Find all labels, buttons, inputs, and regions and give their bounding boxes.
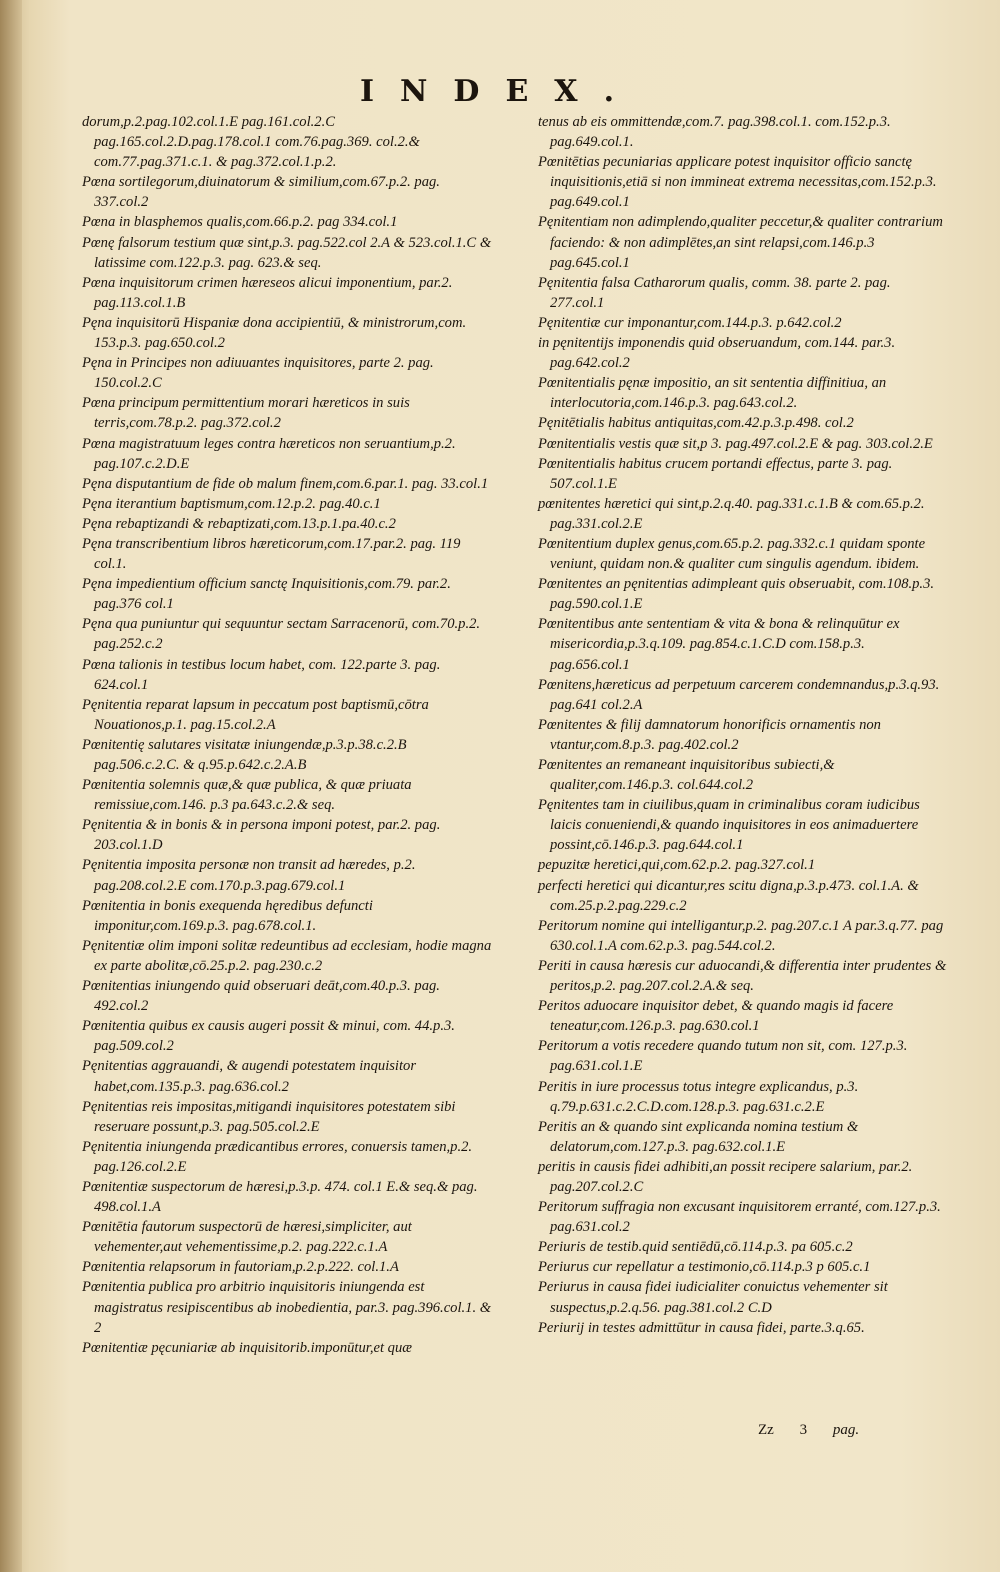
- index-entry: Pœnitentialis pęnæ impositio, an sit sententia diffinitiua, an interlocutoria,com.146.p.3. pag.643.col.2.: [538, 375, 887, 412]
- index-entry: Periuris de testib.quid sentiēdū,cō.114.p.3. pa 605.c.2: [538, 1239, 853, 1256]
- index-entry: Pœnitentię salutares visitatæ iniungendæ,p.3.p.38.c.2.B pag.506.c.2.C. & q.95.p.642.c.2.A.B: [82, 736, 407, 773]
- index-entry: Pœnitentiæ suspectorum de hæresi,p.3.p. 474. col.1 E.& seq.& pag. 498.col.1.A: [82, 1178, 478, 1216]
- index-entry: dorum,p.2.pag.102.col.1.E pag.161.col.2.C pag.165.col.2.D.pag.178.col.1 com.76.pag.369. col.2.& com.77.pag.371.c.1. & pag.372.col.1.p.2.: [82, 114, 420, 171]
- index-entry: Pęna impedientium officium sanctę Inquisitionis,com.79. par.2. pag.376 col.1: [82, 576, 451, 613]
- index-entry: pepuzitæ heretici,qui,com.62.p.2. pag.327.col.1: [538, 857, 816, 874]
- index-entry: Pœnitentia solemnis quæ,& quæ publica, & quæ priuata remissiue,com.146. p.3 pa.643.c.2.& seq.: [82, 777, 412, 814]
- index-entry: Pœnitētia fautorum suspectorū de hæresi,simpliciter, aut vehementer,aut vehementissime,p.2. pag.222.c.1.A: [82, 1219, 412, 1256]
- index-entry: Pœnitentiæ pęcuniariæ ab inquisitorib.imponūtur,et quæ: [82, 1339, 412, 1356]
- index-entry: Periurus in causa fidei iudicialiter conuictus vehementer sit suspectus,p.2.q.56. pag.381.col.2 C.D: [538, 1279, 888, 1316]
- index-entry: Pęna rebaptizandi & rebaptizati,com.13.p.1.pa.40.c.2: [82, 515, 396, 532]
- index-entry: Peritis an & quando sint explicanda nomina testium & delatorum,com.127.p.3. pag.632.col.1.E: [538, 1118, 859, 1155]
- index-entry: Pœna inquisitorum crimen hæreseos alicui imponentium, par.2. pag.113.col.1.B: [82, 274, 453, 311]
- index-entry: Pœnitentia relapsorum in fautoriam,p.2.p.222. col.1.A: [82, 1259, 399, 1276]
- index-entry: Pęnitentias reis impositas,mitigandi inquisitores potestatem sibi reseruare possunt,p.3. pag.505.col.2.E: [82, 1098, 456, 1135]
- index-entry: Pœnitentias iniungendo quid obseruari deāt,com.40.p.3. pag. 492.col.2: [82, 978, 440, 1015]
- index-entry: Pęnitentes tam in ciuilibus,quam in criminalibus coram iudicibus laicis conueniendi,& quando inquisitores in eos animaduertere possint,cō.146.p.3. pag.644.col.1: [538, 797, 920, 854]
- page-footer: [758, 1422, 859, 1439]
- index-entry: Pœnitentia in bonis exequenda hęredibus defuncti imponitur,com.169.p.3. pag.678.col.1.: [82, 897, 373, 934]
- index-entry: Pęnitentia & in bonis & in persona imponi potest, par.2. pag. 203.col.1.D: [82, 817, 441, 854]
- index-entry: in pęnitentijs imponendis quid obseruandum, com.144. par.3. pag.642.col.2: [538, 335, 896, 372]
- index-entry: Pęna inquisitorū Hispaniæ dona accipientiū, & ministrorum,com. 153.p.3. pag.650.col.2: [82, 314, 467, 352]
- book-binding: [0, 0, 22, 1572]
- index-entry: Pęna transcribentium libros hæreticorum,com.17.par.2. pag. 119 col.1.: [82, 535, 461, 573]
- index-entry: Pœnitentia publica pro arbitrio inquisitoris iniungenda est magistratus resipiscentibus ab inobedientia, par.3. pag.396.col.1. & 2: [82, 1279, 492, 1336]
- index-entry: Pœnitētias pecuniarias applicare potest inquisitor officio sanctę inquisitionis,etiā si non immineat extrema necessitas,com.152.p.3. pag.649.col.1: [538, 154, 937, 211]
- index-entry: Pęnitentia reparat lapsum in peccatum post baptismū,cōtra Nouationos,p.1. pag.15.col.2.A: [82, 696, 429, 733]
- index-entry: Peritorum a votis recedere quando tutum non sit, com. 127.p.3. pag.631.col.1.E: [538, 1038, 908, 1075]
- index-entry: Pęnitentiæ cur imponantur,com.144.p.3. p.642.col.2: [538, 314, 842, 331]
- page-title: INDEX.: [359, 74, 641, 109]
- index-entry: peritis in causis fidei adhibiti,an possit recipere salarium, par.2. pag.207.col.2.C: [538, 1158, 913, 1195]
- right-column: [538, 112, 948, 1338]
- index-entry: Pœnitentialis vestis quæ sit,p 3. pag.497.col.2.E & pag. 303.col.2.E: [538, 435, 933, 452]
- index-entry: Pęnitentia falsa Catharorum qualis, comm. 38. parte 2. pag. 277.col.1: [538, 274, 891, 311]
- index-entry: Pœnitentium duplex genus,com.65.p.2. pag.332.c.1 quidam sponte veniunt, quidam non.& qualiter cum singulis agendum. ibidem.: [538, 535, 926, 573]
- index-entry: Periurus cur repellatur a testimonio,cō.114.p.3 p 605.c.1: [538, 1259, 871, 1276]
- index-entry: Pœna principum permittentium morari hæreticos in suis terris,com.78.p.2. pag.372.col.2: [82, 395, 410, 432]
- catchword: pag.: [832, 1422, 860, 1438]
- index-entry: Pęna iterantium baptismum,com.12.p.2. pag.40.c.1: [82, 495, 381, 512]
- index-entry: Pęna qua puniuntur qui sequuntur sectam Sarracenorū, com.70.p.2. pag.252.c.2: [82, 616, 481, 653]
- index-entry: Pęnitentiæ olim imponi solitæ redeuntibus ad ecclesiam, hodie magna ex parte abolitæ,cō.25.p.2. pag.230.c.2: [82, 937, 492, 974]
- index-entry: Pœnitentialis habitus crucem portandi effectus, parte 3. pag. 507.col.1.E: [538, 455, 893, 492]
- index-entry: Pęna disputantium de fide ob malum finem,com.6.par.1. pag. 33.col.1: [82, 475, 489, 492]
- index-entry: Pœna sortilegorum,diuinatorum & similium,com.67.p.2. pag. 337.col.2: [82, 174, 440, 211]
- index-entry: Pœnitentes an remaneant inquisitoribus subiecti,& qualiter,com.146.p.3. col.644.col.2: [538, 757, 835, 794]
- index-entry: Pœnitentia quibus ex causis augeri possit & minui, com. 44.p.3. pag.509.col.2: [82, 1018, 455, 1055]
- index-entry: Pœnitentes an pęnitentias adimpleant quis obseruabit, com.108.p.3. pag.590.col.1.E: [538, 576, 935, 613]
- index-entry: Pœna talionis in testibus locum habet, com. 122.parte 3. pag. 624.col.1: [82, 656, 441, 693]
- index-entry: Peritis in iure processus totus integre explicandus, p.3. q.79.p.631.c.2.C.D.com.128.p.3. pag.631.c.2.E: [538, 1078, 859, 1115]
- index-entry: Periti in causa hæresis cur aduocandi,& differentia inter prudentes & peritos,p.2. pag.207.col.2.A.& seq.: [538, 957, 947, 995]
- index-entry: perfecti heretici qui dicantur,res scitu digna,p.3.p.473. col.1.A. & com.25.p.2.pag.229.c.2: [538, 877, 919, 914]
- index-entry: Pęnitentiam non adimplendo,qualiter peccetur,& qualiter contrarium faciendo: & non adimplētes,an sint relapsi,com.146.p.3 pag.645.col.1: [538, 214, 943, 271]
- index-entry: Pęnitentias aggrauandi, & augendi potestatem inquisitor habet,com.135.p.3. pag.636.col.2: [82, 1058, 417, 1095]
- index-entry: Pœnę falsorum testium quæ sint,p.3. pag.522.col 2.A & 523.col.1.C & latissime com.122.p.3. pag. 623.& seq.: [82, 234, 492, 271]
- index-entry: Pęnitētialis habitus antiquitas,com.42.p.3.p.498. col.2: [538, 415, 854, 432]
- index-entry: Pęnitentia iniungenda prædicantibus errores, conuersis tamen,p.2. pag.126.col.2.E: [82, 1138, 473, 1175]
- index-entry: Pœnitens,hæreticus ad perpetuum carcerem condemnandus,p.3.q.93. pag.641 col.2.A: [538, 676, 940, 713]
- signature-mark: Zz 3: [758, 1422, 808, 1438]
- index-entry: Periurij in testes admittūtur in causa fidei, parte.3.q.65.: [538, 1319, 865, 1336]
- index-entry: Pęnitentia imposita personæ non transit ad hæredes, p.2. pag.208.col.2.E com.170.p.3.pag.679.col.1: [82, 857, 416, 894]
- index-entry: Pœnitentibus ante sententiam & vita & bona & relinquūtur ex misericordia,p.3.q.109. pag.854.c.1.C.D com.158.p.3. pag.656.col.1: [538, 616, 900, 673]
- index-entry: Pœnitentes & filij damnatorum honorificis ornamentis non vtantur,com.8.p.3. pag.402.col.2: [538, 716, 881, 753]
- left-column: [82, 112, 492, 1358]
- index-entry: pœnitentes hæretici qui sint,p.2.q.40. pag.331.c.1.B & com.65.p.2. pag.331.col.2.E: [538, 495, 925, 532]
- index-entry: Pęna in Principes non adiuuantes inquisitores, parte 2. pag. 150.col.2.C: [82, 355, 434, 392]
- index-entry: Peritorum suffragia non excusant inquisitorem erranté, com.127.p.3. pag.631.col.2: [538, 1199, 941, 1236]
- index-entry: Pœna magistratuum leges contra hæreticos non seruantium,p.2. pag.107.c.2.D.E: [82, 435, 456, 472]
- index-entry: Peritos aduocare inquisitor debet, & quando magis id facere teneatur,com.126.p.3. pag.630.col.1: [538, 998, 894, 1035]
- index-entry: Pœna in blasphemos qualis,com.66.p.2. pag 334.col.1: [82, 214, 398, 231]
- index-entry: Peritorum nomine qui intelligantur,p.2. pag.207.c.1 A par.3.q.77. pag 630.col.1.A com.62.p.3. pag.544.col.2.: [538, 917, 944, 954]
- index-entry: tenus ab eis ommittendæ,com.7. pag.398.col.1. com.152.p.3. pag.649.col.1.: [538, 114, 891, 151]
